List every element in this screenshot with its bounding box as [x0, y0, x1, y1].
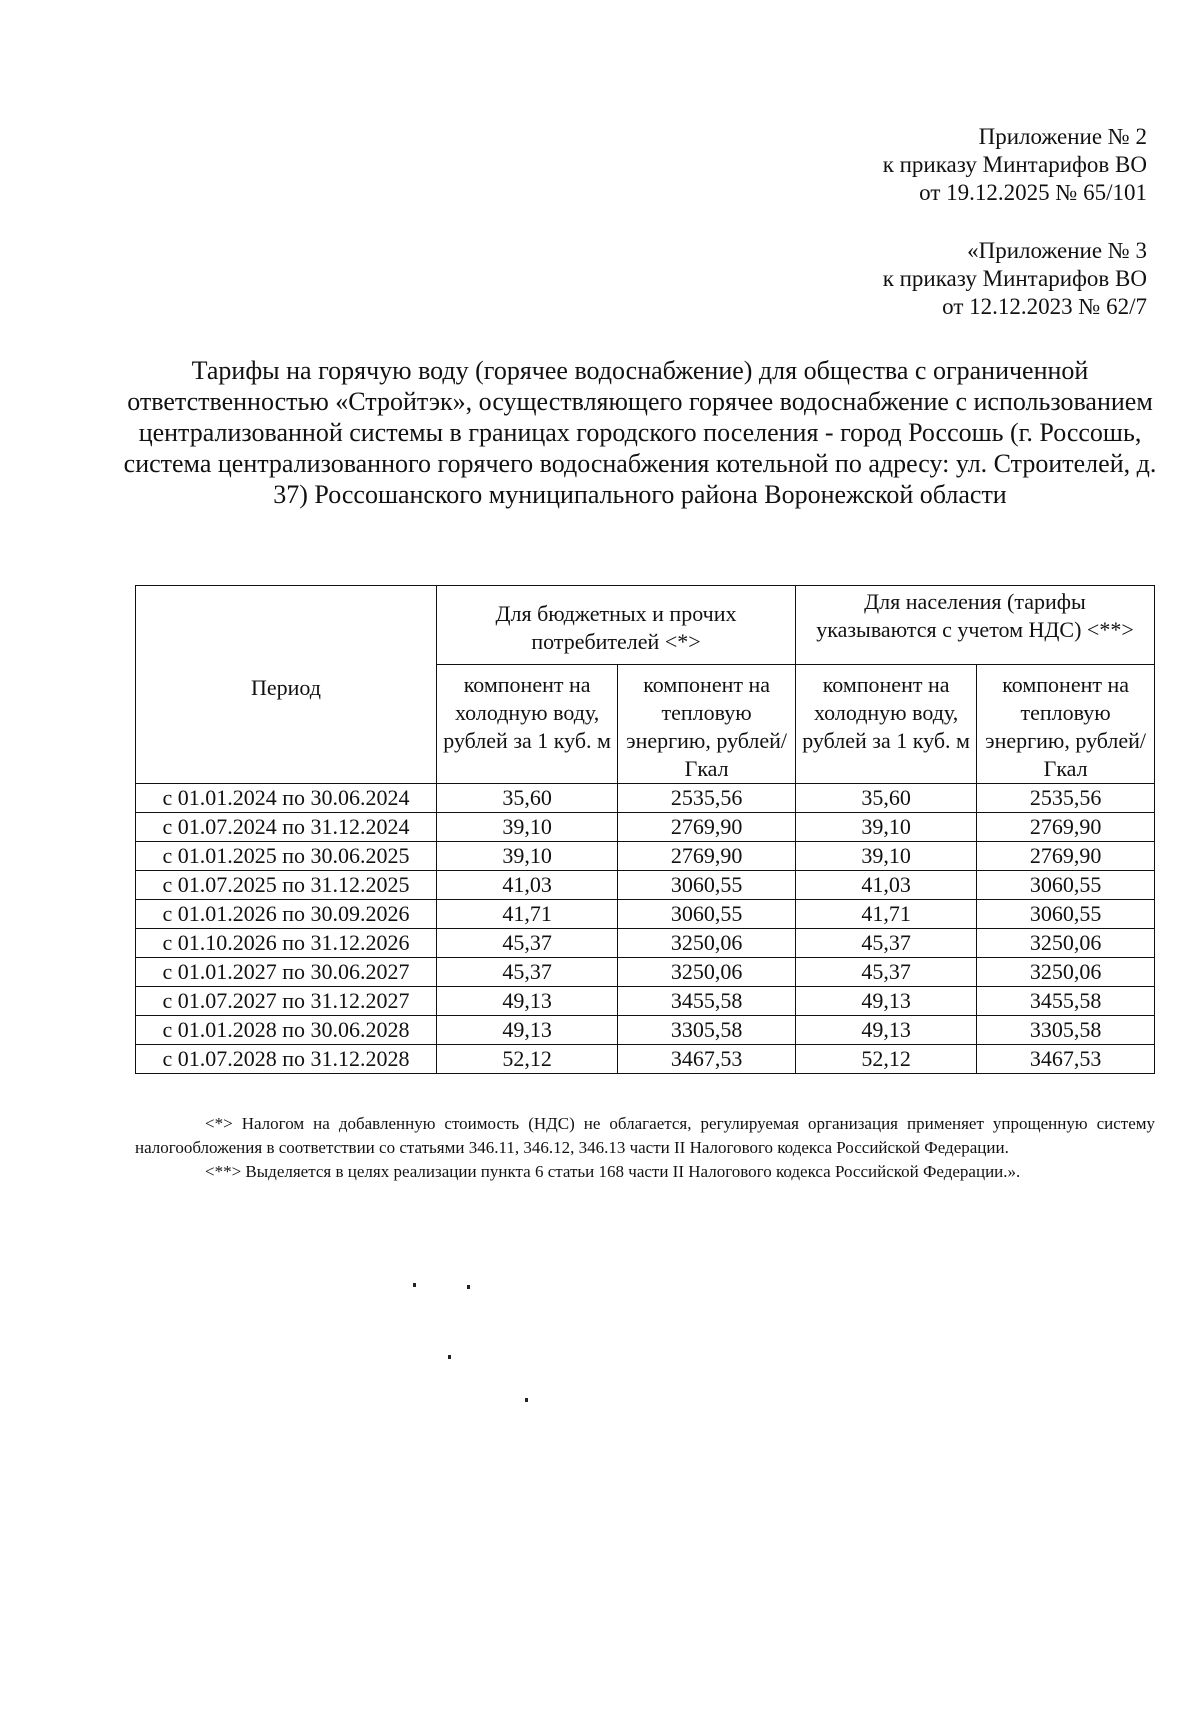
table-row: [136, 871, 1155, 900]
table-row: [136, 929, 1155, 958]
tariff-value-cell: 2769,90: [618, 842, 796, 871]
tariff-value-cell: 3060,55: [618, 900, 796, 929]
period-cell: с 01.07.2024 по 31.12.2024: [136, 813, 437, 842]
header-line: Приложение № 2: [978, 124, 1147, 149]
sub-header-cold: компонент на холодную воду, рублей за 1 куб. м: [437, 665, 618, 784]
sub-header-heat: компонент на тепловую энергию, рублей/Гкал: [618, 665, 796, 784]
tariff-value-cell: 41,03: [795, 871, 976, 900]
tariff-value-cell: 3060,55: [977, 900, 1155, 929]
period-cell: с 01.01.2025 по 30.06.2025: [136, 842, 437, 871]
tariff-value-cell: 3250,06: [618, 929, 796, 958]
document-title: Тарифы на горячую воду (горячее водоснабжение) для общества с ограниченной ответственностью «Стройтэк», осуществляющего горячее водоснабжение с использованием централизованной системы в границах городского поселения - город Россошь (г. Россошь, система централизованного горячего водоснабжения котельной по адресу: ул. Строителей, д. 37) Россошанского муниципального района Воронежской области: [123, 356, 1157, 509]
scan-speck: [413, 1283, 416, 1287]
footnote-2: <**> Выделяется в целях реализации пункта 6 статьи 168 части II Налогового кодекса Российской Федерации.».: [205, 1162, 1021, 1181]
period-cell: с 01.10.2026 по 31.12.2026: [136, 929, 437, 958]
header-line: к приказу Минтарифов ВО: [882, 266, 1147, 291]
tariff-value-cell: 49,13: [437, 987, 618, 1016]
tariff-value-cell: 49,13: [795, 987, 976, 1016]
footnote-1: <*> Налогом на добавленную стоимость (НДС) не облагается, регулируемая организация применяет упрощенную систему налогообложения в соответствии со статьями 346.11, 346.12, 346.13 части II Налогового кодекса Российской Федерации.: [135, 1114, 1155, 1157]
tariff-value-cell: 3305,58: [618, 1016, 796, 1045]
header-line: к приказу Минтарифов ВО: [882, 152, 1147, 177]
header-line: «Приложение № 3: [967, 238, 1147, 263]
table-row: [136, 900, 1155, 929]
tariff-value-cell: 45,37: [437, 929, 618, 958]
tariff-value-cell: 2769,90: [977, 842, 1155, 871]
period-header: Период: [136, 586, 437, 784]
sub-header-cold: компонент на холодную воду, рублей за 1 куб. м: [795, 665, 976, 784]
table-row: [136, 958, 1155, 987]
tariff-value-cell: 3250,06: [977, 929, 1155, 958]
tariff-value-cell: 41,71: [795, 900, 976, 929]
tariff-value-cell: 3305,58: [977, 1016, 1155, 1045]
period-cell: с 01.07.2027 по 31.12.2027: [136, 987, 437, 1016]
tariff-value-cell: 3467,53: [618, 1045, 796, 1074]
tariff-value-cell: 39,10: [437, 813, 618, 842]
table-row: [136, 784, 1155, 813]
tariff-value-cell: 2535,56: [977, 784, 1155, 813]
tariff-value-cell: 39,10: [795, 813, 976, 842]
tariff-value-cell: 49,13: [795, 1016, 976, 1045]
period-cell: с 01.07.2028 по 31.12.2028: [136, 1045, 437, 1074]
tariff-value-cell: 39,10: [795, 842, 976, 871]
tariff-value-cell: 3250,06: [977, 958, 1155, 987]
scan-speck: [525, 1398, 528, 1402]
table-row: [136, 987, 1155, 1016]
tariff-table: [135, 585, 1155, 1074]
tariff-value-cell: 3060,55: [977, 871, 1155, 900]
tariff-value-cell: 3455,58: [977, 987, 1155, 1016]
header-line: от 12.12.2023 № 62/7: [942, 294, 1147, 319]
table-row: [136, 1016, 1155, 1045]
period-cell: с 01.07.2025 по 31.12.2025: [136, 871, 437, 900]
table-row: [136, 813, 1155, 842]
footnotes: [135, 1112, 1155, 1184]
tariff-value-cell: 3467,53: [977, 1045, 1155, 1074]
tariff-value-cell: 52,12: [437, 1045, 618, 1074]
period-cell: с 01.01.2027 по 30.06.2027: [136, 958, 437, 987]
tariff-value-cell: 39,10: [437, 842, 618, 871]
tariff-value-cell: 45,37: [437, 958, 618, 987]
group-population-header: Для населения (тарифы указываются с учетом НДС) <**>: [795, 586, 1154, 665]
tariff-value-cell: 49,13: [437, 1016, 618, 1045]
tariff-value-cell: 45,37: [795, 929, 976, 958]
sub-header-heat: компонент на тепловую энергию, рублей/Гкал: [977, 665, 1155, 784]
tariff-value-cell: 3455,58: [618, 987, 796, 1016]
table-row: [136, 842, 1155, 871]
original-appendix-header: [883, 237, 1147, 321]
period-cell: с 01.01.2028 по 30.06.2028: [136, 1016, 437, 1045]
tariff-value-cell: 3250,06: [618, 958, 796, 987]
period-cell: с 01.01.2024 по 30.06.2024: [136, 784, 437, 813]
tariff-value-cell: 52,12: [795, 1045, 976, 1074]
appendix-header: [883, 123, 1147, 207]
tariff-value-cell: 41,71: [437, 900, 618, 929]
scan-speck: [448, 1355, 451, 1359]
tariff-value-cell: 35,60: [795, 784, 976, 813]
tariff-value-cell: 35,60: [437, 784, 618, 813]
table-row: [136, 1045, 1155, 1074]
tariff-value-cell: 3060,55: [618, 871, 796, 900]
scan-speck: [467, 1285, 470, 1289]
tariff-value-cell: 45,37: [795, 958, 976, 987]
group-budget-header: Для бюджетных и прочих потребителей <*>: [437, 586, 796, 665]
period-cell: с 01.01.2026 по 30.09.2026: [136, 900, 437, 929]
header-line: от 19.12.2025 № 65/101: [919, 180, 1147, 205]
tariff-value-cell: 2535,56: [618, 784, 796, 813]
tariff-value-cell: 41,03: [437, 871, 618, 900]
tariff-value-cell: 2769,90: [977, 813, 1155, 842]
tariff-value-cell: 2769,90: [618, 813, 796, 842]
